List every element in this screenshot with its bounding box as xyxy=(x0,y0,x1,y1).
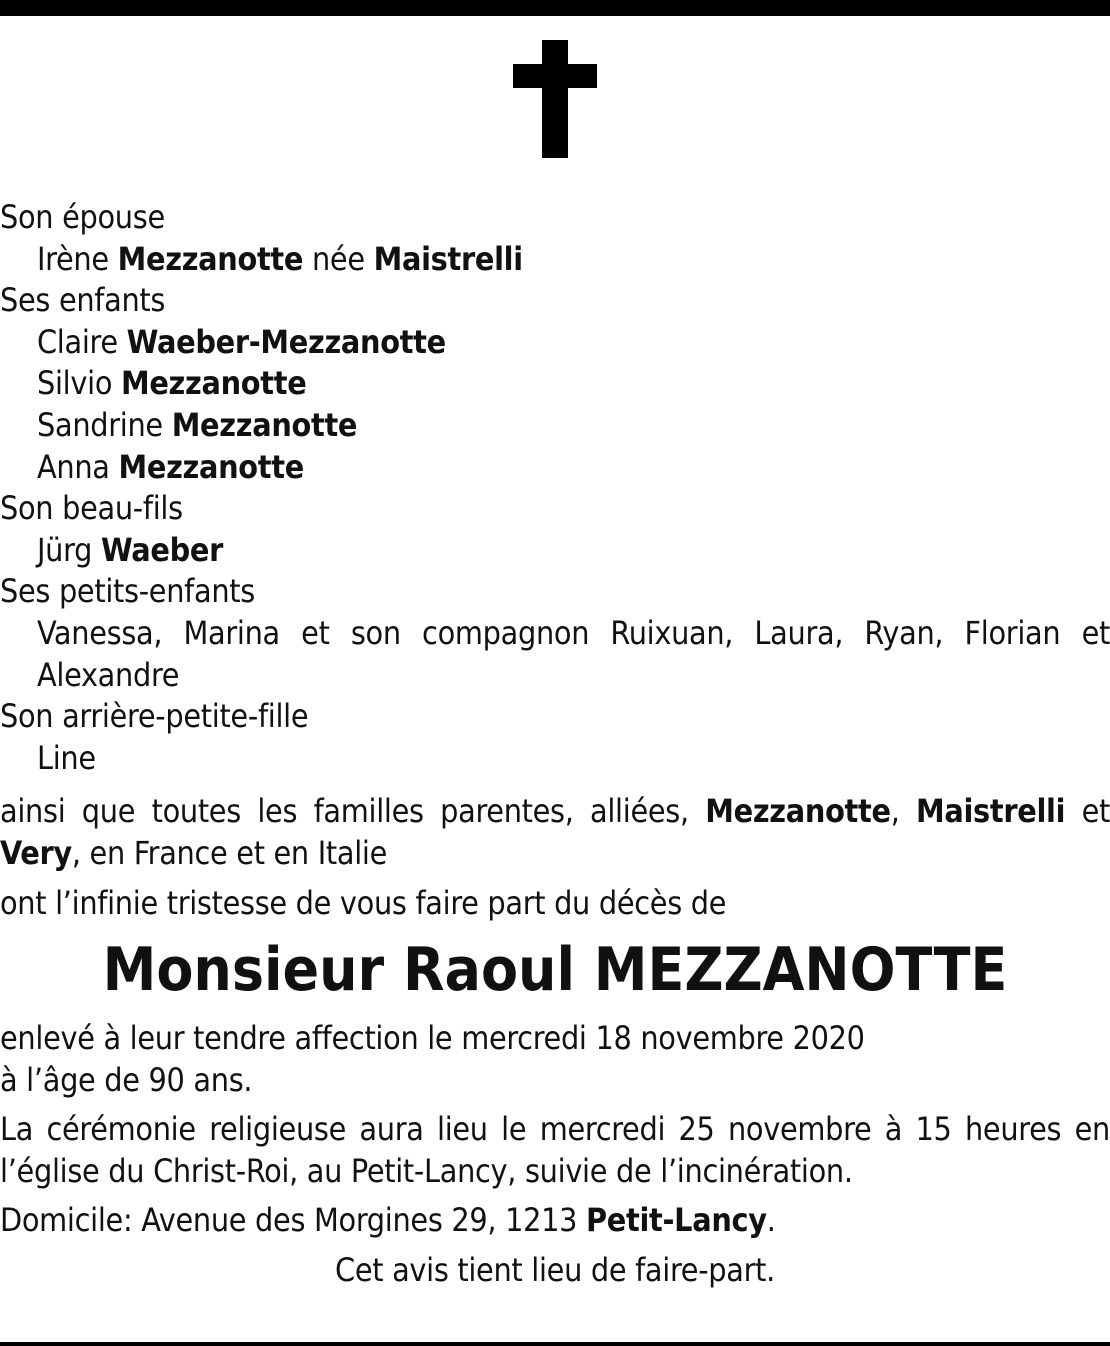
domicile: Domicile: Avenue des Morgines 29, 1213 Petit-Lancy. xyxy=(0,1201,776,1240)
bottom-border xyxy=(0,1342,1110,1346)
top-border xyxy=(0,0,1110,16)
relation-label: Son arrière-petite-fille xyxy=(0,697,309,736)
grandchildren-names-cont: Alexandre xyxy=(37,655,180,694)
grandchildren-names: Vanessa, Marina et son compagnon Ruixuan, Laura, Ryan, Florian et xyxy=(37,613,1110,652)
death-info: enlevé à leur tendre affection le mercredi 18 novembre 2020 xyxy=(0,1019,865,1058)
age-info: à l’âge de 90 ans. xyxy=(0,1060,253,1099)
relation-label: Son beau-fils xyxy=(0,489,183,528)
deceased-name: Monsieur Raoul MEZZANOTTE xyxy=(102,935,1008,1006)
relation-label: Ses petits-enfants xyxy=(0,572,255,611)
family-member: Anna Mezzanotte xyxy=(37,447,304,486)
family-member: Irène Mezzanotte née Maistrelli xyxy=(37,239,523,278)
families-line-cont: Very, en France et en Italie xyxy=(0,833,388,872)
family-member: Jürg Waeber xyxy=(37,530,224,569)
obituary-text xyxy=(0,197,1110,1292)
ceremony-info-cont: l’église du Christ-Roi, au Petit-Lancy, suivie de l’incinération. xyxy=(0,1151,853,1190)
cross-icon xyxy=(513,40,597,158)
family-member: Claire Waeber-Mezzanotte xyxy=(37,322,446,361)
announcement: ont l’infinie tristesse de vous faire part du décès de xyxy=(0,883,727,922)
family-member: Line xyxy=(37,738,96,777)
families-line: ainsi que toutes les familles parentes, alliées, Mezzanotte, Maistrelli et xyxy=(0,792,1110,831)
relation-label: Son épouse xyxy=(0,198,165,236)
family-member: Silvio Mezzanotte xyxy=(37,364,307,403)
ceremony-info: La cérémonie religieuse aura lieu le mercredi 25 novembre à 15 heures en xyxy=(0,1110,1110,1149)
closing-note: Cet avis tient lieu de faire-part. xyxy=(335,1251,775,1290)
family-member: Sandrine Mezzanotte xyxy=(37,405,358,444)
relation-label: Ses enfants xyxy=(0,281,166,320)
